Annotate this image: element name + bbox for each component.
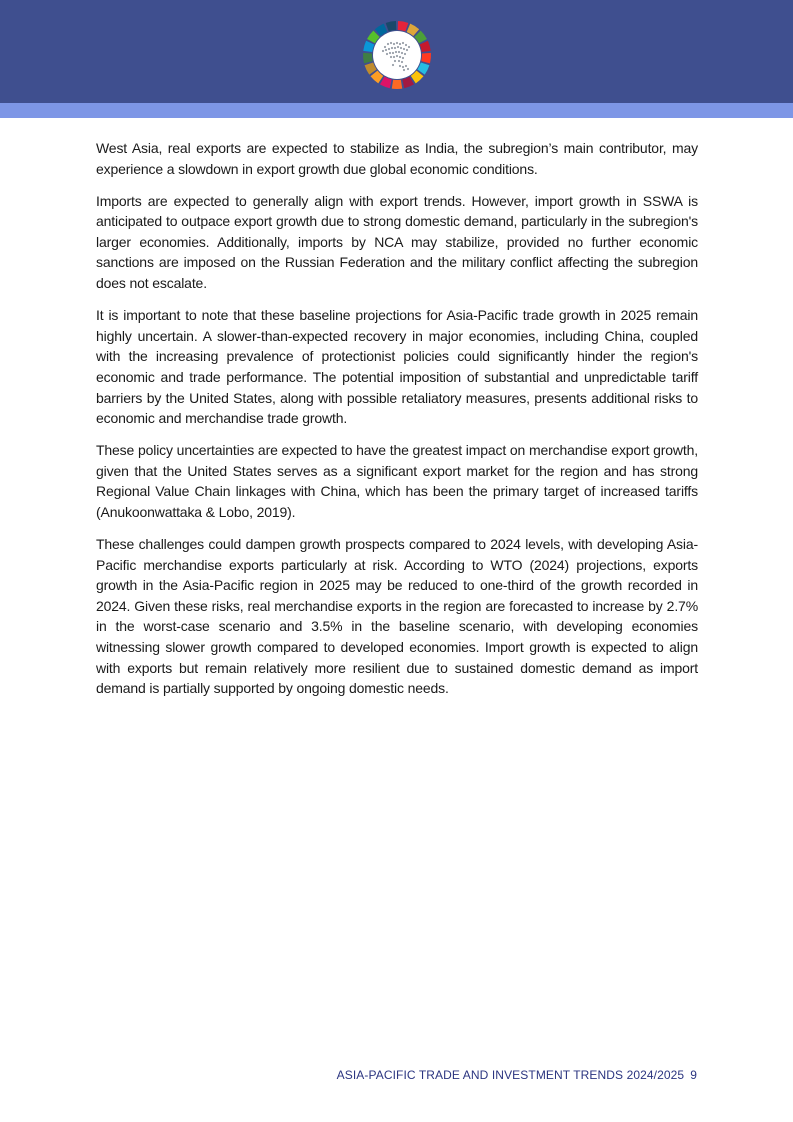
logo-wheel-segment xyxy=(421,53,431,63)
page-footer xyxy=(337,1068,697,1082)
paragraph: Imports are expected to generally align with export trends. However, import growth in SSWA is anticipated to outpace export growth due to strong domestic demand, particularly in the subregion's larger economies. Additionally, imports by NCA may stabilize, provided no further economic sanctions are imposed on the Russian Federation and the military conflict affecting the subregion does not escalate. xyxy=(96,192,698,292)
logo-wheel-segment xyxy=(380,77,392,89)
footer-title: ASIA-PACIFIC TRADE AND INVESTMENT TRENDS 2024/2025 xyxy=(336,1068,685,1082)
logo-wheel-segment xyxy=(398,21,409,31)
logo-wheel-segment xyxy=(402,77,414,89)
logo-wheel-segment xyxy=(363,53,373,63)
logo-wheel-segment xyxy=(363,41,374,52)
logo-wheel-segment xyxy=(386,21,397,31)
document-body xyxy=(96,138,698,710)
sdg-wheel-asia-pacific-map-icon xyxy=(361,19,433,91)
header-stripe xyxy=(0,103,793,118)
paragraph: It is important to note that these baseline projections for Asia-Pacific trade growth in 2025 remain highly uncertain. A slower-than-expected recovery in major economies, including China, coupled with the increasing prevalence of protectionist policies could significantly hinder the region's economic and trade performance. The potential imposition of substantial and unpredictable tariff barriers by the United States, along with possible retaliatory measures, presents additional risks to economic and merchandise trade growth. xyxy=(96,307,698,427)
paragraph: West Asia, real exports are expected to stabilize as India, the subregion’s main contributor, may experience a slowdown in export growth due global economic conditions. xyxy=(96,140,698,177)
logo-wheel-segment xyxy=(420,41,431,52)
paragraph: These policy uncertainties are expected to have the greatest impact on merchandise export growth, given that the United States serves as a significant export market for the region and has strong Regional Value Chain linkages with China, which has been the primary target of increased tariffs (Anukoonwattaka & Lobo, 2019). xyxy=(96,442,698,520)
logo-wheel-segment xyxy=(392,80,402,89)
page-number: 9 xyxy=(690,1068,697,1082)
paragraph: These challenges could dampen growth prospects compared to 2024 levels, with developing Asia-Pacific merchandise exports particularly at risk. According to WTO (2024) projections, exports growth in the Asia-Pacific region in 2025 may be reduced to one-third of the growth recorded in 2024. Given these risks, real merchandise exports in the region are forecasted to increase by 2.7% in the worst-case scenario and 3.5% in the baseline scenario, with developing economies witnessing slower growth compared to developed economies. Import growth is expected to align with exports but remain relatively more resilient due to sustained domestic demand as import demand is partially supported by ongoing domestic needs. xyxy=(96,536,698,697)
